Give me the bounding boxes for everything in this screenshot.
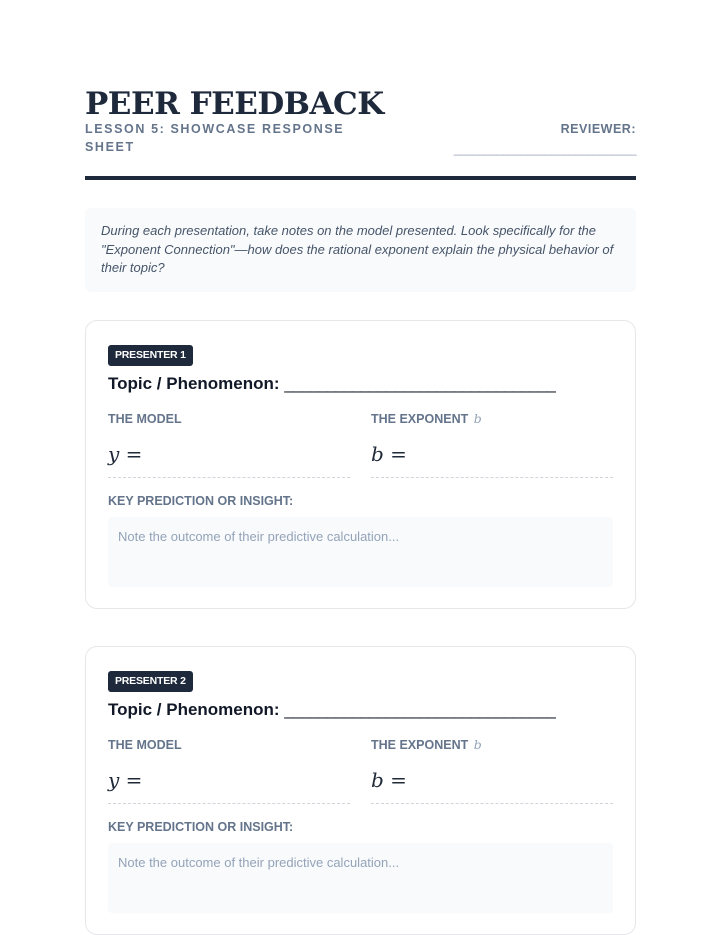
model-label: THE MODEL xyxy=(108,738,182,752)
model-equation-field[interactable] xyxy=(108,439,350,478)
lesson-subtitle: LESSON 5: SHOWCASE RESPONSE SHEET xyxy=(85,122,345,154)
presenter-card-2 xyxy=(85,646,636,935)
model-eq-operator: = xyxy=(125,442,143,466)
exponent-equation-field[interactable] xyxy=(371,765,613,804)
exponent-symbol: b xyxy=(473,411,482,426)
model-equation xyxy=(108,767,142,793)
presenter-badge: PRESENTER 2 xyxy=(108,671,193,692)
presenter-badge: PRESENTER 1 xyxy=(108,345,193,366)
exponent-equation xyxy=(371,441,407,467)
topic-input-line[interactable]: ________________________________ xyxy=(284,700,555,719)
exp-eq-variable: b xyxy=(371,442,384,466)
exp-eq-operator: = xyxy=(390,442,407,466)
exponent-equation-field[interactable] xyxy=(371,439,613,478)
exponent-label-text: THE EXPONENT xyxy=(371,738,469,752)
page-title: PEER FEEDBACK xyxy=(85,86,384,122)
topic-label: Topic / Phenomenon: xyxy=(108,700,280,719)
model-label: THE MODEL xyxy=(108,412,182,426)
header-divider xyxy=(85,176,636,180)
exponent-label-text: THE EXPONENT xyxy=(371,412,469,426)
reviewer-label: REVIEWER: xyxy=(560,122,636,136)
reviewer-name-field[interactable]: ______________________________ xyxy=(453,142,636,156)
exponent-label xyxy=(371,411,482,427)
exponent-equation xyxy=(371,767,407,793)
model-eq-variable: y xyxy=(108,442,120,466)
exponent-label xyxy=(371,737,482,753)
insight-textarea[interactable]: Note the outcome of their predictive calculation... xyxy=(108,517,613,587)
model-eq-operator: = xyxy=(125,768,143,792)
topic-row xyxy=(108,373,555,395)
insight-label: KEY PREDICTION OR INSIGHT: xyxy=(108,820,294,834)
exp-eq-variable: b xyxy=(371,768,384,792)
topic-label: Topic / Phenomenon: xyxy=(108,374,280,393)
instructions-box: During each presentation, take notes on the model presented. Look specifically for the "Exponent Connection"—how does the rational exponent explain the physical behavior of their topic? xyxy=(85,208,636,292)
topic-row xyxy=(108,699,555,721)
presenter-card-1 xyxy=(85,320,636,609)
exp-eq-operator: = xyxy=(390,768,407,792)
model-equation xyxy=(108,441,142,467)
model-equation-field[interactable] xyxy=(108,765,350,804)
model-eq-variable: y xyxy=(108,768,120,792)
exponent-symbol: b xyxy=(473,737,482,752)
insight-textarea[interactable]: Note the outcome of their predictive calculation... xyxy=(108,843,613,913)
topic-input-line[interactable]: ________________________________ xyxy=(284,374,555,393)
insight-label: KEY PREDICTION OR INSIGHT: xyxy=(108,494,294,508)
